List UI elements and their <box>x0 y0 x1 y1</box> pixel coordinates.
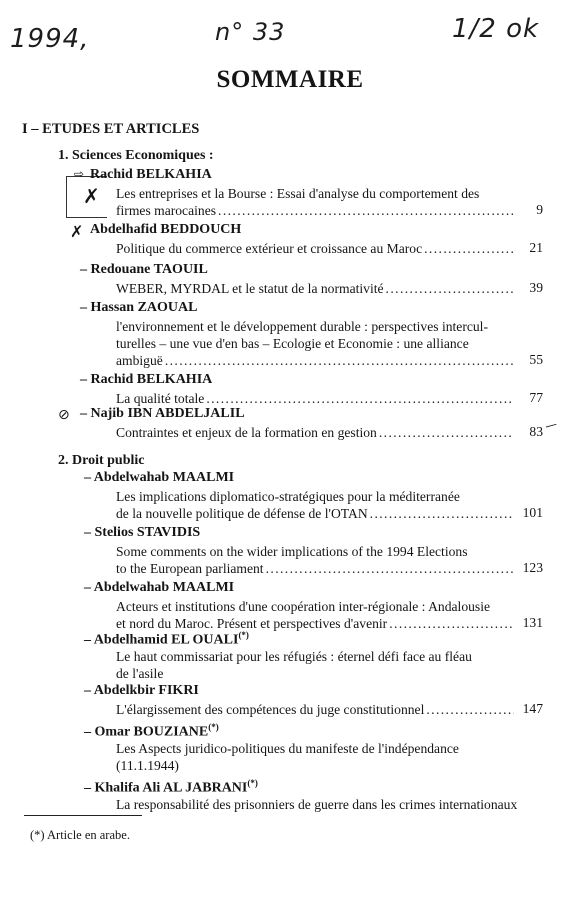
arabic-article-marker: (*) <box>238 630 249 640</box>
handwritten-arrow-mark: ⇨ <box>74 167 85 181</box>
handwritten-margin-mark: — <box>543 416 559 434</box>
toc-author <box>80 300 197 316</box>
toc-article-line: WEBER, MYRDAL et le statut de la normativité . . . <box>116 280 516 297</box>
toc-author-name: – Stelios STAVIDIS <box>84 525 201 540</box>
leader-dots <box>379 424 514 441</box>
toc-article-title <box>116 796 516 813</box>
toc-article-line: L'élargissement des compétences du juge constitutionnel . . . <box>116 701 516 718</box>
subsection-heading: 1. Sciences Economiques : <box>58 148 214 163</box>
handwritten-cross-mark: ✗ <box>83 184 100 208</box>
toc-page-number: 77 <box>529 390 543 405</box>
toc-author <box>90 167 212 183</box>
toc-page-number: 21 <box>529 240 543 255</box>
toc-article-title <box>116 701 516 718</box>
subsection-heading: 2. Droit public <box>58 453 145 468</box>
toc-article-line: turelles – une vue d'en bas – Ecologie et Economie : une alliance <box>116 336 469 351</box>
toc-article-line: Some comments on the wider implications of the 1994 Elections <box>116 544 468 559</box>
toc-author <box>80 262 208 278</box>
toc-author-name: Rachid BELKAHIA <box>90 167 212 182</box>
toc-author-name: – Khalifa Ali AL JABRANI <box>84 780 248 796</box>
toc-page-number: 147 <box>522 701 543 716</box>
toc-author <box>84 580 234 596</box>
toc-author-name: – Rachid BELKAHIA <box>80 372 213 387</box>
toc-page-number: 131 <box>522 615 543 630</box>
toc-article-line: (11.1.1944) <box>116 758 179 773</box>
footnote-divider <box>24 815 142 816</box>
toc-article-line: La qualité totale . . . <box>116 390 516 407</box>
handwritten-fraction: 1/2 ok <box>452 14 540 44</box>
toc-author-name: – Hassan ZAOUAL <box>80 300 198 315</box>
toc-article-line: firmes marocaines . . . <box>116 202 516 219</box>
toc-author-name: – Omar BOUZIANE <box>84 724 209 740</box>
toc-author <box>84 722 219 741</box>
toc-author-name: Abdelhafid BEDDOUCH <box>90 222 242 237</box>
toc-article-title <box>116 390 516 407</box>
toc-article-line: Les entreprises et la Bourse : Essai d'analyse du comportement des <box>116 186 480 201</box>
toc-author <box>80 372 212 388</box>
toc-article-title <box>116 318 516 369</box>
page-title: SOMMAIRE <box>216 66 364 93</box>
toc-article-title <box>116 280 516 297</box>
leader-dots <box>426 701 514 718</box>
toc-article-line: de l'asile <box>116 666 164 681</box>
toc-article-line: to the European parliament . . . <box>116 560 516 577</box>
toc-article-line: Politique du commerce extérieur et croissance au Maroc . . . <box>116 240 516 257</box>
toc-article-line: de la nouvelle politique de défense de l'OTAN . . . <box>116 505 516 522</box>
toc-author <box>84 630 249 649</box>
toc-article-title <box>116 488 516 522</box>
arabic-article-marker: (*) <box>208 722 219 732</box>
leader-dots <box>389 615 514 632</box>
toc-page-number: 39 <box>529 280 543 295</box>
handwritten-issue-number: n° 33 <box>215 18 286 46</box>
toc-article-title <box>116 598 516 632</box>
toc-author-name: – Redouane TAOUIL <box>80 262 208 277</box>
arabic-article-marker: (*) <box>247 778 258 788</box>
toc-author <box>84 683 199 699</box>
toc-article-line: Les Aspects juridico-politiques du manifeste de l'indépendance <box>116 741 459 756</box>
toc-author-name: – Abdelkbir FIKRI <box>84 683 199 698</box>
toc-author <box>84 525 200 541</box>
toc-author-name: – Abdelhamid EL OUALI <box>84 632 239 648</box>
footnote: (*) Article en arabe. <box>30 828 130 842</box>
toc-article-line: l'environnement et le développement durable : perspectives intercul- <box>116 319 488 334</box>
section-heading: I – ETUDES ET ARTICLES <box>22 121 200 137</box>
handwritten-scribble-mark: ⊘ <box>58 407 70 423</box>
toc-page-number: 101 <box>522 505 543 520</box>
leader-dots <box>386 280 514 297</box>
handwritten-year: 1994, <box>10 24 90 54</box>
toc-article-line: Contraintes et enjeux de la formation en gestion . . . <box>116 424 516 441</box>
toc-page-number: 123 <box>522 560 543 575</box>
toc-article-line: Les implications diplomatico-stratégiques pour la méditerranée <box>116 489 460 504</box>
leader-dots <box>266 560 514 577</box>
toc-article-title <box>116 240 516 257</box>
toc-author <box>84 778 258 797</box>
toc-article-line: et nord du Maroc. Présent et perspectives d'avenir . . . <box>116 615 516 632</box>
toc-article-line: ambiguë . . . <box>116 352 516 369</box>
toc-author <box>90 222 241 238</box>
toc-article-title <box>116 185 516 219</box>
toc-article-title <box>116 543 516 577</box>
toc-article-title <box>116 648 516 682</box>
toc-author <box>80 406 245 422</box>
toc-author <box>84 470 234 486</box>
leader-dots <box>370 505 514 522</box>
toc-author-name: – Abdelwahab MAALMI <box>84 470 235 485</box>
toc-article-line: La responsabilité des prisonniers de guerre dans les crimes internationaux <box>116 797 518 812</box>
toc-author-name: – Najib IBN ABDELJALIL <box>80 406 245 421</box>
toc-article-line: Acteurs et institutions d'une coopération inter-régionale : Andalousie <box>116 599 491 614</box>
toc-article-line: Le haut commissariat pour les réfugiés : éternel défi face au fléau <box>116 649 472 664</box>
toc-page-number: 83 <box>529 424 543 439</box>
leader-dots <box>218 202 514 219</box>
toc-page-number: 55 <box>529 352 543 367</box>
toc-author-name: – Abdelwahab MAALMI <box>84 580 235 595</box>
toc-page-number: 9 <box>536 202 543 217</box>
toc-article-title <box>116 424 516 441</box>
leader-dots <box>206 390 514 407</box>
leader-dots <box>165 352 514 369</box>
toc-article-title <box>116 740 516 774</box>
leader-dots <box>424 240 514 257</box>
handwritten-tick-mark: ✗ <box>70 222 84 241</box>
